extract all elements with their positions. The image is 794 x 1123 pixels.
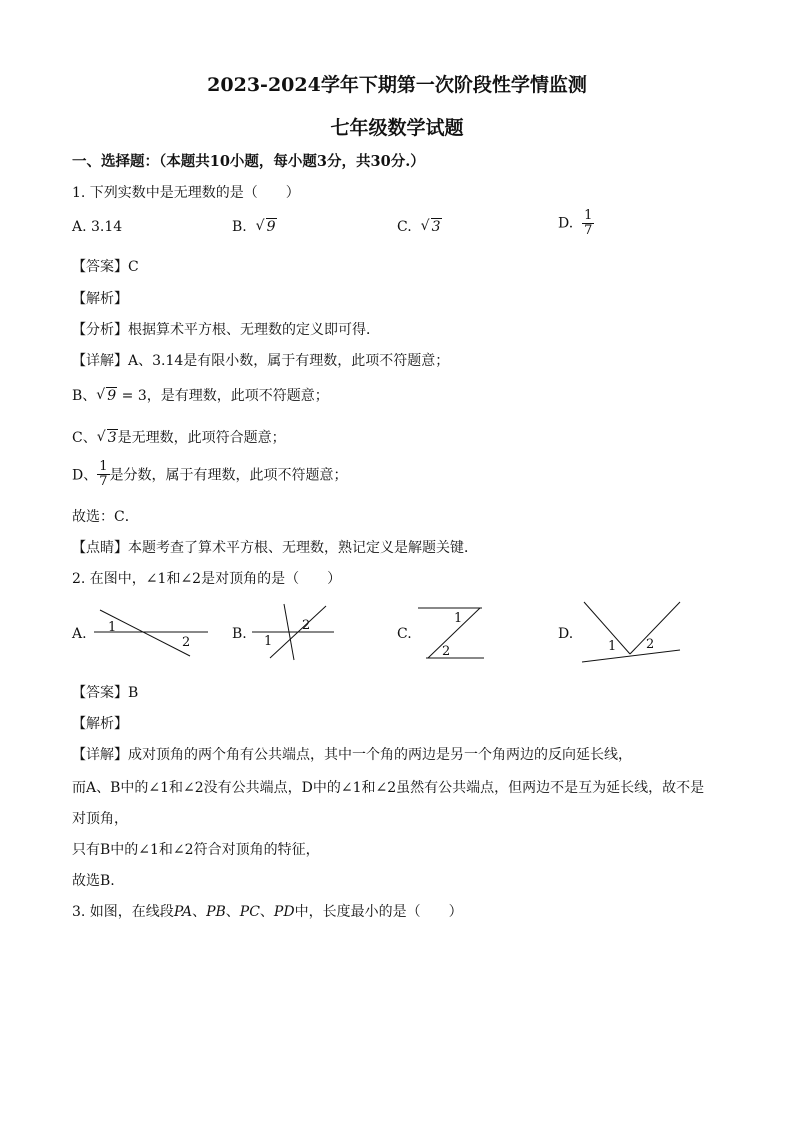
- fraction: [97, 460, 109, 489]
- figure-line: [630, 602, 680, 654]
- angle-label-2: 2: [302, 618, 311, 633]
- q2-line-2: 而A、B中的∠1和∠2没有公共端点，D中的∠1和∠2虽然有公共端点，但两边不是互为延长线，故不是: [72, 780, 705, 796]
- q3-stem-pre: 3. 如图，在线段: [72, 904, 174, 920]
- q1-option-c: [397, 219, 442, 235]
- q2-line-3: 对顶角，: [72, 811, 128, 827]
- q2-option-b-label: B.: [232, 626, 247, 642]
- fraction-denominator: 7: [584, 223, 593, 238]
- q1-line-c-radicand: 3: [107, 430, 117, 446]
- q3-stem: [72, 901, 463, 921]
- segment-pc: PC: [239, 904, 260, 920]
- q1-line-c-post: 是无理数，此项符合题意；: [117, 430, 286, 446]
- q1-fenxi: 【分析】根据算术平方根、无理数的定义即可得．: [72, 322, 380, 338]
- q2-figure-a: [92, 604, 212, 660]
- separator: 、: [192, 904, 207, 920]
- section-heading: 一、选择题：（本题共10小题，每小题3分，共30分.）: [72, 153, 425, 170]
- q2-figure-c: [414, 604, 490, 662]
- q1-line-c: [72, 427, 286, 447]
- q3-stem-post: 中，长度最小的是（ ）: [294, 904, 463, 920]
- q2-analysis-tag: 【解析】: [72, 716, 128, 732]
- q2-stem: 2. 在图中，∠1和∠2是对顶角的是（ ）: [72, 571, 342, 587]
- q1-option-c-radicand: 3: [431, 219, 441, 235]
- q2-option-d-label: D.: [558, 626, 574, 642]
- separator: 、: [225, 904, 240, 920]
- q2-figure-b: [250, 602, 340, 662]
- fraction: [582, 209, 594, 238]
- fraction-numerator: 1: [584, 208, 593, 223]
- angle-label-1: 1: [264, 634, 273, 649]
- q1-line-b: [72, 385, 329, 405]
- q2-answer: 【答案】B: [72, 685, 139, 701]
- q1-dianjing: 【点睛】本题考查了算术平方根、无理数，熟记定义是解题关键．: [72, 540, 478, 556]
- segment-pd: PD: [273, 904, 295, 920]
- q2-xiangjie: 【详解】成对顶角的两个角有公共端点，其中一个角的两边是另一个角两边的反向延长线，: [72, 747, 632, 763]
- q2-choice: 故选B.: [72, 873, 115, 889]
- q1-answer: 【答案】C: [72, 259, 139, 275]
- q1-analysis-tag: 【解析】: [72, 291, 128, 307]
- fraction-numerator: 1: [99, 459, 108, 474]
- figure-line: [582, 650, 680, 662]
- q2-line-4: 只有B中的∠1和∠2符合对顶角的特征，: [72, 842, 320, 858]
- q1-choice: 故选：C．: [72, 509, 139, 525]
- q1-option-b-label: B.: [232, 219, 247, 235]
- q2-option-c-label: C.: [397, 626, 412, 642]
- separator: 、: [259, 904, 274, 920]
- sqrt-symbol: [96, 388, 117, 404]
- q1-option-b: [232, 219, 277, 235]
- q2-option-a-label: A.: [72, 626, 87, 642]
- q1-option-b-radicand: 9: [266, 219, 276, 235]
- fraction-denominator: 7: [99, 474, 108, 489]
- angle-label-2: 2: [442, 644, 451, 659]
- exam-subtitle: 七年级数学试题: [330, 117, 464, 139]
- segment-pa: PA: [173, 904, 193, 920]
- q1-option-d: [558, 209, 594, 238]
- angle-label-1: 1: [608, 639, 617, 654]
- sqrt-symbol: [256, 219, 277, 235]
- q1-line-b-radicand: 9: [107, 388, 117, 404]
- q1-option-c-label: C.: [397, 219, 412, 235]
- angle-label-1: 1: [454, 611, 463, 626]
- q1-line-b-pre: B、: [72, 388, 97, 404]
- figure-line: [584, 602, 630, 654]
- segment-pb: PB: [206, 904, 226, 920]
- angle-label-2: 2: [646, 637, 655, 652]
- angle-label-2: 2: [182, 635, 191, 650]
- q1-line-c-pre: C、: [72, 430, 97, 446]
- q1-xiangjie: 【详解】A、3.14是有限小数，属于有理数，此项不符题意；: [72, 353, 450, 369]
- q1-line-d-post: 是分数，属于有理数，此项不符题意；: [109, 467, 348, 484]
- q1-option-d-label: D.: [558, 215, 574, 232]
- q1-stem: 1. 下列实数中是无理数的是（ ）: [72, 185, 300, 201]
- exam-title: 2023-2024学年下期第一次阶段性学情监测: [207, 74, 587, 96]
- q1-line-b-post: = 3，是有理数，此项不符题意；: [117, 388, 329, 404]
- sqrt-symbol: [421, 219, 442, 235]
- q2-figure-d: [576, 598, 688, 668]
- angle-label-1: 1: [108, 620, 117, 635]
- q1-option-a: A. 3.14: [72, 219, 123, 235]
- q1-line-d: [72, 460, 348, 489]
- q1-line-d-pre: D、: [72, 467, 98, 484]
- sqrt-symbol: [97, 430, 118, 446]
